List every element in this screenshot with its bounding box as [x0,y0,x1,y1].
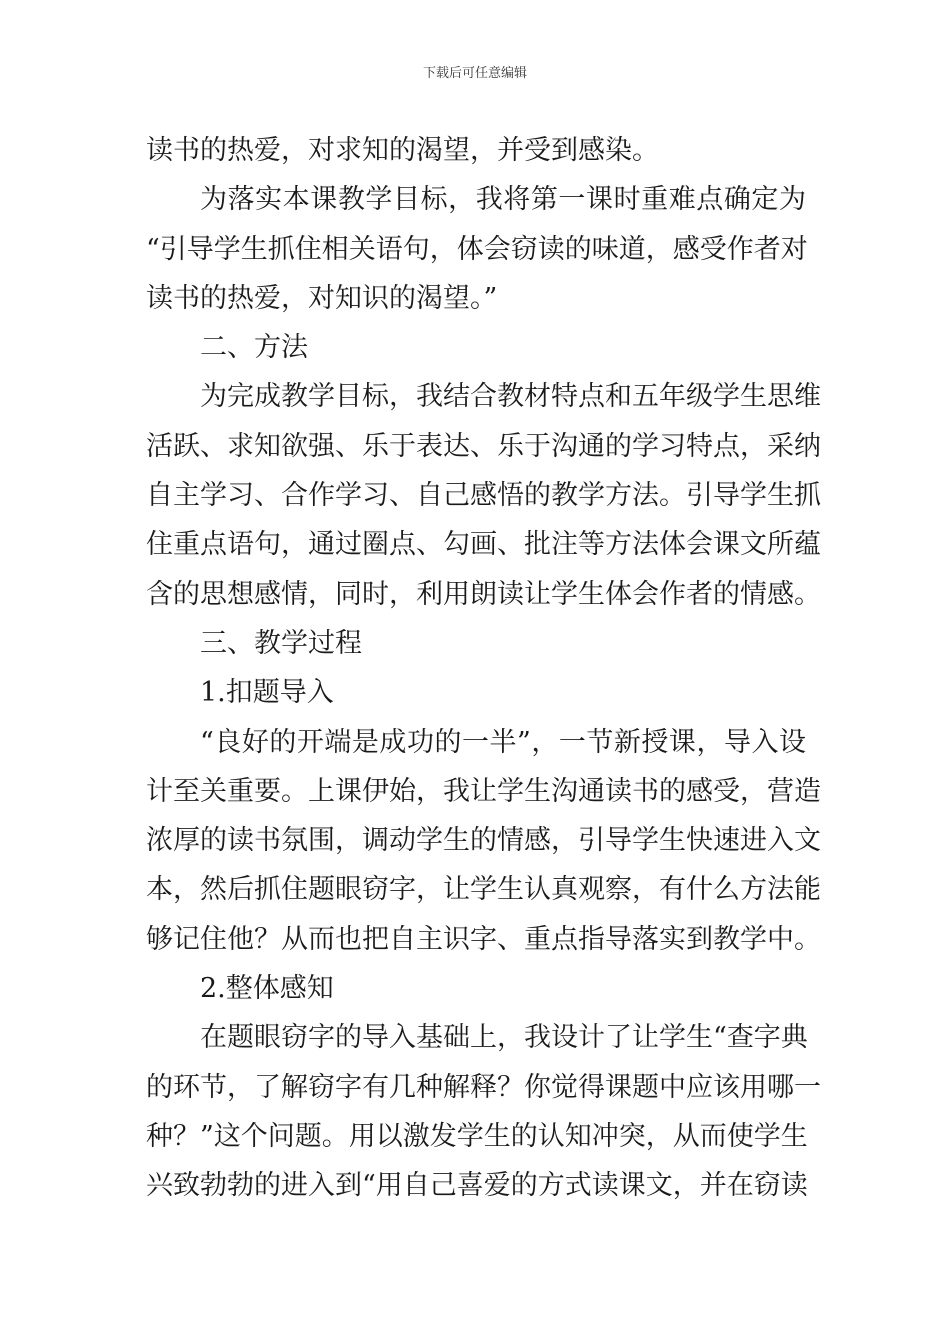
text-line: 1.扣题导入 [200,677,334,709]
text-line: 活跃、求知欲强、乐于表达、乐于沟通的学习特点，采纳 [146,430,821,462]
text-line: 够记住他？从而也把自主识字、重点指导落实到教学中。 [146,923,821,955]
text-line: 兴致勃勃的进入到“用自己喜爱的方式读课文，并在窃读 [146,1170,808,1202]
text-line: 在题眼窃字的导入基础上，我设计了让学生“查字典 [200,1022,808,1054]
text-line: 本，然后抓住题眼窃字，让学生认真观察，有什么方法能 [146,874,821,906]
text-line: 2.整体感知 [200,973,334,1005]
text-line: “引导学生抓住相关语句，体会窃读的味道，感受作者对 [146,233,808,265]
text-line: 自主学习、合作学习、自己感悟的教学方法。引导学生抓 [146,480,821,512]
text-line: 计至关重要。上课伊始，我让学生沟通读书的感受，营造 [146,775,821,807]
text-line: 为落实本课教学目标，我将第一课时重难点确定为 [200,184,806,216]
text-line: 三、教学过程 [200,627,362,659]
text-line: 二、方法 [200,332,308,364]
text-line: 种？”这个问题。用以激发学生的认知冲突，从而使学生 [146,1120,808,1152]
document-body [146,126,821,1211]
text-line: 读书的热爱，对求知的渴望，并受到感染。 [146,135,659,166]
text-line: 的环节，了解窃字有几种解释？你觉得课题中应该用哪一 [146,1071,821,1103]
text-line: 读书的热爱，对知识的渴望。” [146,282,498,314]
text-line: 含的思想感情，同时，利用朗读让学生体会作者的情感。 [146,578,821,610]
page-header-note: 下载后可任意编辑 [422,66,527,81]
text-line: 浓厚的读书氛围，调动学生的情感，引导学生快速进入文 [146,825,821,857]
text-line: 住重点语句，通过圈点、勾画、批注等方法体会课文所蕴 [146,529,821,561]
text-line: 为完成教学目标，我结合教材特点和五年级学生思维 [200,381,821,413]
text-line: “良好的开端是成功的一半”，一节新授课，导入设 [200,726,806,758]
